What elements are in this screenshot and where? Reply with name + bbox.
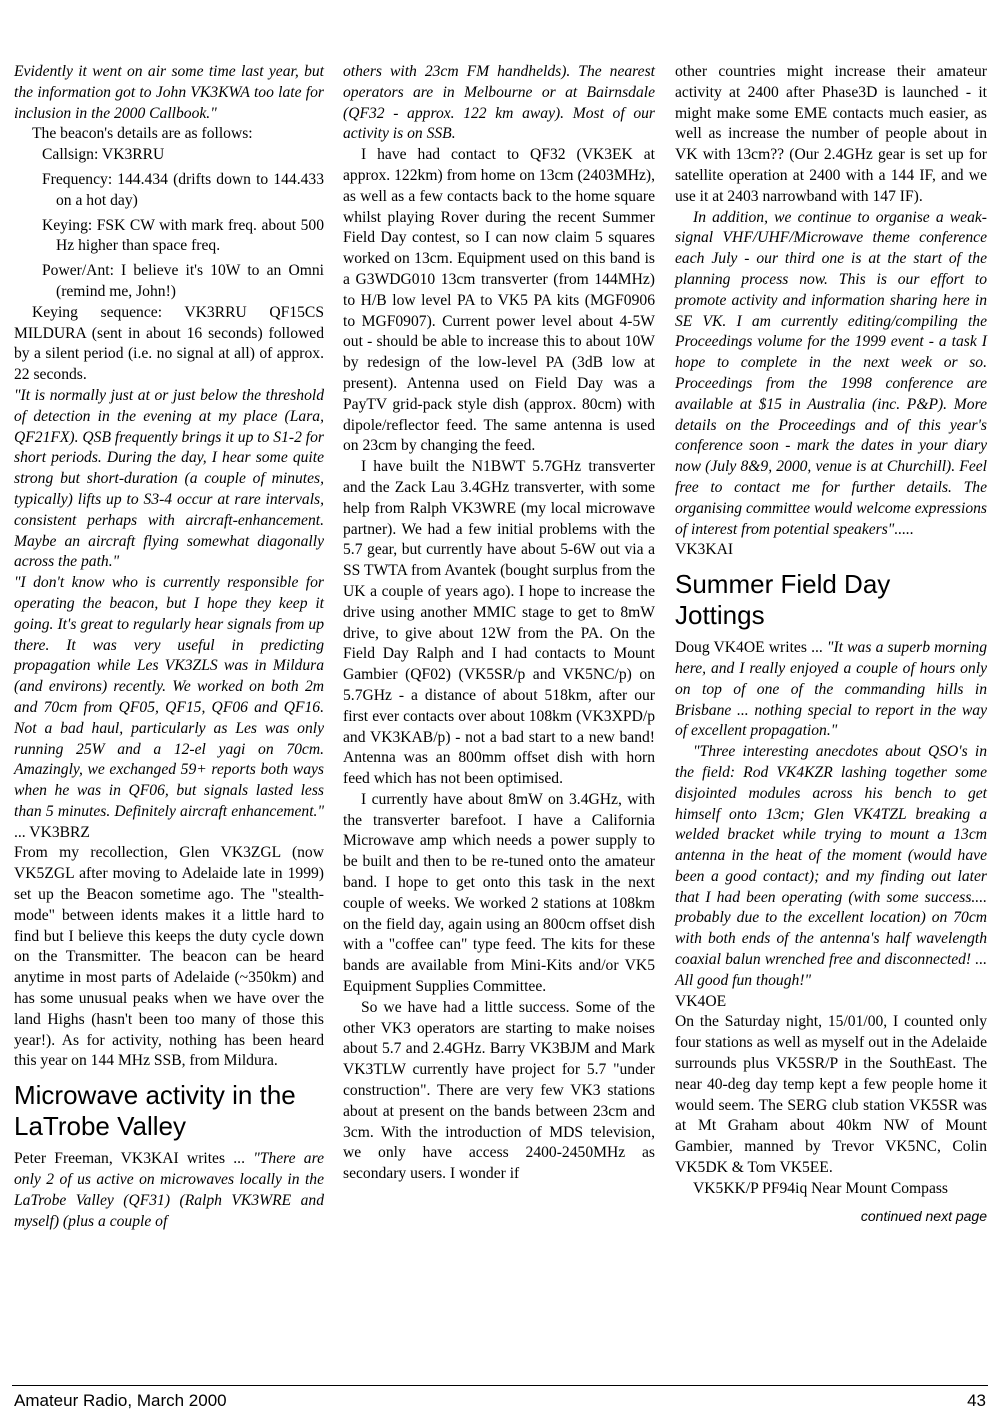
beacon-power: Power/Ant: I believe it's 10W to an Omni (remind me, John!) — [42, 262, 324, 300]
paragraph: So we have had a little success. Some of the other VK3 operators are starting to make noises about 5.7 and 2.4GHz. Barry VK3BJM and Mark VK3TLW currently have project for 5.7 "under construction". There are very few VK3 stations about at present on the bands between 23cm and 3cm. With the introduction of MDS television, we only have access 2400-2450MHz as secondary users. I wonder if — [343, 998, 655, 1183]
paragraph — [14, 1149, 324, 1232]
signature: ... VK3BRZ — [14, 823, 90, 841]
continued-notice: continued next page — [860, 1207, 987, 1224]
footer-divider — [12, 1385, 988, 1386]
paragraph: other countries might increase their amateur activity at 2400 after Phase3D is launched - it might make some EME contacts much easier, as well as increase the number of people about in VK with 13cm?? (Our 2.4GHz gear is set up for satellite operation at 2400 with a 144 IF, and we use it at 2403 narrowband with 147 IF). — [675, 63, 987, 205]
paragraph: On the Saturday night, 15/01/00, I counted only four stations as well as myself out in the Adelaide surrounds plus VK5SR/P in the SouthEast. The near 40-deg day temp kept a few people home it would seem. The SERG club station VK5SR was at Mt Graham about 40km NW of Mount Gambier, manned by Trevor VK5NC, Colin VK5DK & Tom VK5EE. — [675, 1013, 987, 1177]
publication-footer: Amateur Radio, March 2000 — [14, 1391, 227, 1410]
paragraph: I have had contact to QF32 (VK3EK at approx. 122km) from home on 13cm (2403MHz), as well as a few contacts back to the home square whilst playing Rover during the recent Summer Field Day contest, so I can now claim 5 squares worked on 13cm. Equipment used on this band is a G3WDG010 13cm transverter (from 144MHz) to H/B low level PA to VK5 PA kits (MGF0906 to MGF0907). Current power level about 4-5W out - should be able to increase this to about 10W by redesign of the low-level PA (3dB low at present). Antenna used on Field Day was a PayTV grid-pack style dish (approx. 80cm) with dipole/reflector feed. The same antenna is used on 23cm by changing the feed. — [343, 146, 655, 455]
column-3 — [675, 62, 987, 1226]
paragraph: Evidently it went on air some time last year, but the information got to John VK3KWA too late for inclusion in the 2000 Callbook." — [14, 63, 324, 122]
beacon-frequency: Frequency: 144.434 (drifts down to 144.433 on a hot day) — [42, 170, 324, 209]
paragraph — [675, 638, 987, 742]
section-heading: Summer Field Day Jottings — [675, 569, 891, 631]
column-2 — [343, 62, 655, 1185]
beacon-callsign: Callsign: VK3RRU — [42, 146, 165, 164]
paragraph: I currently have about 8mW on 3.4GHz, with the transverter barefoot. I have a California Microwave amp which needs a power supply to be built and then to be re-tuned onto the amateur band. I hope to get onto this task in the next couple of weeks. We worked 2 stations at 108km on the field day, again using an 800cm offset dish with a "coffee can" type feed. The kits for these bands are available from Mini-Kits and/or VK5 Equipment Supplies Committee. — [343, 790, 655, 996]
quote-paragraph: In addition, we continue to organise a weak-signal VHF/UHF/Microwave theme conference each July - our third one is at the start of the planning process now. This is our effort to promote activity and information sharing here in SE VK. I am currently editing/compiling the Proceedings volume for the 1999 event - a task I hope to complete in the next week or so. Proceedings from the 1998 conference are available at $15 in Australia (inc. P&P). More details on the Proceedings and of this year's conference soon - mark the dates in your diary now (July 8&9, 2000, venue is at Churchill). Feel free to contact me for further details. The organising committee would welcome expressions of interest from potential speakers"..... — [675, 208, 987, 538]
paragraph: The beacon's details are as follows: — [32, 125, 253, 143]
intro-text: Peter Freeman, VK3KAI writes ... — [14, 1150, 254, 1168]
quote-paragraph-with-signature — [14, 573, 324, 843]
page-number: 43 — [967, 1391, 986, 1410]
signature: VK3KAI — [675, 541, 734, 559]
quote-text: "It was a superb morning here, and I really enjoyed a couple of hours only on top of one of the commanding hills in Brisbane ... nothing special to report in the way of excellent propagation." — [675, 639, 987, 740]
paragraph: I have built the N1BWT 5.7GHz transverter and the Zack Lau 3.4GHz transverter, with some help from Ralph VK3WRE (my local microwave partner). We had a few initial problems with the 5.7 gear, but currently have about 5-6W out via a SS TWTA from Avantek (bought surplus from the UK a couple of years ago). I hope to increase the drive using another MMIC stage to get to 8mW drive, to give about 12W from the PA. On the Field Day Ralph and I had contacts to Mount Gambier (QF02) (VK5SR/p and VK5NC/p) on 5.7GHz - a distance of about 518km, after our first ever contacts over about 108km (VK3XPD/p and VK3KAB/p) - not a bad start to a new band! Antenna was an 800mm offset dish with horn feed which has not been optimised. — [343, 458, 655, 788]
quote-paragraph: others with 23cm FM handhelds). The nearest operators are in Melbourne or at Bairnsdale (QF32 - approx. 122 km away). Most of our activity is on SSB. — [343, 63, 655, 143]
quote-paragraph: "Three interesting anecdotes about QSO's in the field: Rod VK4KZR lashing together some disjointed modules across his bench to get himself onto 13cm; Glen VK4TZL breaking a welded bracket while trying to mount a 13cm antenna in the heat of the moment (would have been a good contact); and my finding out later that I had been operating (with some success.... probably due to the excellent location) on 70cm with both ends of the antenna's half wavelength coaxial balun wrenched free and disconnected! ... All good fun though!" — [675, 743, 987, 989]
paragraph: Keying sequence: VK3RRU QF15CS MILDURA (sent in about 16 seconds) followed by a silent period (i.e. no signal at all) of approx. 22 seconds. — [14, 303, 324, 384]
paragraph: From my recollection, Glen VK3ZGL (now VK5ZGL after moving to Adelaide late in 1999) set up the Beacon sometime ago. The "stealth-mode" between idents makes it a little hard to find but I believe this keeps the duty cycle down on the Transmitter. The beacon can be heard anytime in most parts of Adelaide (~350km) and has some unusual peaks when we have over the land Highs (hasn't been too many of those this year!). As for activity, nothing has been heard this year on 144 MHz SSB, from Mildura. — [14, 844, 324, 1070]
paragraph: VK5KK/P PF94iq Near Mount Compass — [693, 1179, 948, 1197]
beacon-keying: Keying: FSK CW with mark freq. about 500 Hz higher than space freq. — [42, 216, 324, 255]
section-heading: Microwave activity in the LaTrobe Valley — [14, 1080, 296, 1142]
column-1 — [14, 62, 324, 1232]
quote-text: "I don't know who is currently responsible for operating the beacon, but I hope they keep it going. It's great to regularly hear signals from up there. It was very useful in predicting propagation while Les VK3ZLS was in Mildura (and environs) recently. We worked on both 2m and 70cm from QF05, QF15, QF06 and QF16. Not a bad haul, particularly as Les was only running 25W and a 12-el yagi on 70cm. Amazingly, we exchanged 59+ reports both ways when he was in QF06, but signals lasted less than 5 minutes. Definitely aircraft enhancement." — [14, 574, 324, 820]
intro-text: Doug VK4OE writes ... — [675, 639, 827, 657]
signature: VK4OE — [675, 992, 727, 1010]
quote-paragraph: "It is normally just at or just below the threshold of detection in the evening at my place (Lara, QF21FX). QSB frequently brings it up to S1-2 for short periods. During the day, I hear some quite strong but short-duration (a couple of minutes, typically) lifts up to S3-4 occur at rare intervals, consistent perhaps with aircraft-enhancement. Maybe an aircraft flying somewhat diagonally across the path." — [14, 386, 324, 571]
quote-text: "There are only 2 of us active on microwaves locally in the LaTrobe Valley (QF31) (Ralph VK3WRE and myself) (plus a couple of — [14, 1150, 324, 1230]
